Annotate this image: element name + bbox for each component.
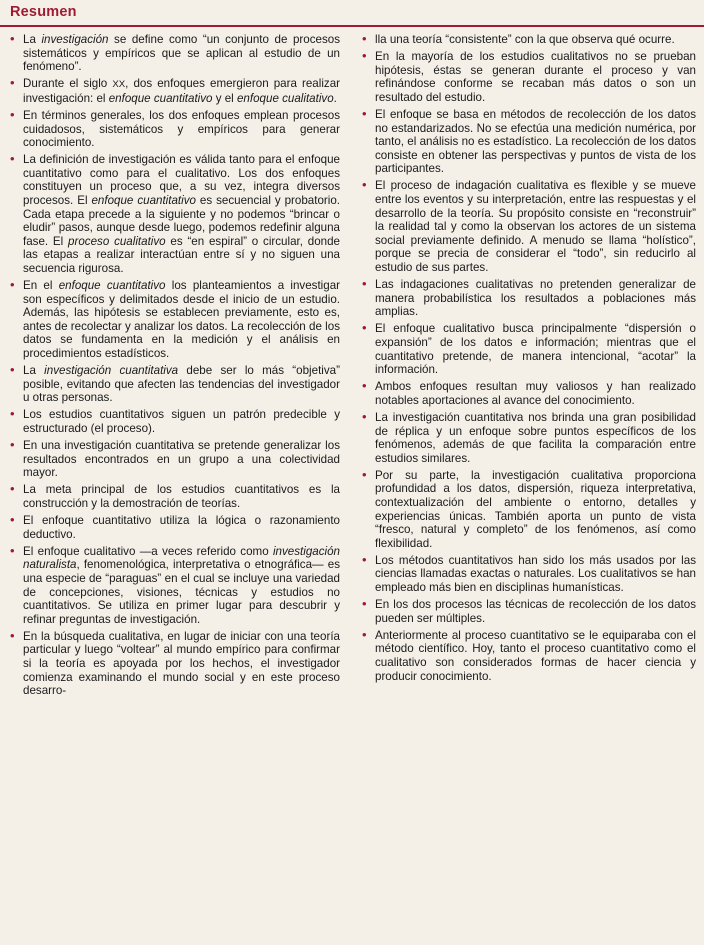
right-column bbox=[352, 33, 696, 701]
summary-bullet: • La definición de investigación es válida tanto para el enfoque cuantitativo como para el cualitativo. Los dos enfoques constituyen un proceso que, a su vez, integra diversos procesos. El enfoque cuantitativo es secuencial y probatorio. Cada etapa precede a la siguiente y no podemos “brincar o eludir” pasos, aunque desde luego, podemos redefinir alguna fase. El proceso cualitativo es “en espiral” o circular, donde las etapas a realizar interactúan entre sí y no siguen una secuencia rigurosa. bbox=[8, 153, 340, 275]
summary-bullet: • Los métodos cuantitativos han sido los más usados por las ciencias llamadas exactas o naturales. Los cualitativos se han empleado más bien en disciplinas humanísticas. bbox=[360, 554, 696, 595]
summary-bullet: • La investigación cuantitativa nos brinda una gran posibilidad de réplica y un enfoque sobre puntos específicos de los fenómenos, además de que facilita la comparación entre estudios similares. bbox=[360, 411, 696, 465]
right-bullet-list bbox=[360, 33, 696, 683]
summary-bullet: • Durante el siglo XX, dos enfoques emergieron para realizar investigación: el enfoque cuantitativo y el enfoque cualitativo. bbox=[8, 77, 340, 105]
summary-bullet: • Los estudios cuantitativos siguen un patrón predecible y estructurado (el proceso). bbox=[8, 408, 340, 435]
summary-bullet: • Anteriormente al proceso cuantitativo se le equiparaba con el método científico. Hoy, tanto el proceso cuantitativo como el cualitativo son considerados formas de hacer ciencia y producir conocimiento. bbox=[360, 629, 696, 683]
summary-bullet: • En el enfoque cuantitativo los planteamientos a investigar son específicos y delimitados desde el inicio de un estudio. Además, las hipótesis se establecen previamente, esto es, antes de recolectar y analizar los datos. La recolección de los datos se fundamenta en la medición y el análisis en procedimientos estadísticos. bbox=[8, 279, 340, 361]
summary-bullet: • El enfoque cualitativo busca principalmente “dispersión o expansión” de los datos e información; mientras que el cuantitativo pretende, de manera intencional, “acotar” la información. bbox=[360, 322, 696, 376]
summary-bullet: • En la mayoría de los estudios cualitativos no se prueban hipótesis, éstas se generan durante el proceso y van refinándose conforme se recaban más datos o son un resultado del estudio. bbox=[360, 50, 696, 104]
summary-bullet: • El enfoque cuantitativo utiliza la lógica o razonamiento deductivo. bbox=[8, 514, 340, 541]
summary-bullet: • lla una teoría “consistente” con la que observa qué ocurre. bbox=[360, 33, 696, 47]
summary-bullet: • Las indagaciones cualitativas no pretenden generalizar de manera probabilística los resultados a poblaciones más amplias. bbox=[360, 278, 696, 319]
summary-bullet: • La investigación cuantitativa debe ser lo más “objetiva” posible, evitando que afecten las tendencias del investigador u otras personas. bbox=[8, 364, 340, 405]
two-column-body bbox=[0, 27, 704, 701]
summary-bullet: • En los dos procesos las técnicas de recolección de los datos pueden ser múltiples. bbox=[360, 598, 696, 625]
summary-bullet: • El enfoque se basa en métodos de recolección de los datos no estandarizados. No se efectúa una medición numérica, por tanto, el análisis no es estadístico. La recolección de los datos consiste en obtener las perspectivas y puntos de vista de los participantes. bbox=[360, 108, 696, 176]
summary-bullet: • Ambos enfoques resultan muy valiosos y han realizado notables aportaciones al avance del conocimiento. bbox=[360, 380, 696, 407]
summary-bullet: • En términos generales, los dos enfoques emplean procesos cuidadosos, sistemáticos y empíricos para generar conocimiento. bbox=[8, 109, 340, 150]
left-column bbox=[8, 33, 352, 701]
section-header bbox=[0, 0, 704, 27]
summary-bullet: • El proceso de indagación cualitativa es flexible y se mueve entre los eventos y su interpretación, entre las respuestas y el desarrollo de la teoría. Su propósito consiste en “reconstruir” la realidad tal y como la observan los actores de un sistema social previamente definido. A menudo se llama “holístico”, porque se precia de considerar el “todo”, sin reducirlo al estudio de sus partes. bbox=[360, 179, 696, 274]
left-bullet-list bbox=[8, 33, 340, 698]
summary-bullet: • La investigación se define como “un conjunto de procesos sistemáticos y empíricos que se aplican al estudio de un fenómeno”. bbox=[8, 33, 340, 74]
summary-bullet: • La meta principal de los estudios cuantitativos es la construcción y la demostración de teorías. bbox=[8, 483, 340, 510]
summary-bullet: • En la búsqueda cualitativa, en lugar de iniciar con una teoría particular y luego “voltear” al mundo empírico para confirmar si la teoría es apoyada por los hechos, el investigador comienza examinando el mundo social y en este proceso desarro- bbox=[8, 630, 340, 698]
page-title: Resumen bbox=[10, 4, 77, 20]
summary-bullet: • Por su parte, la investigación cualitativa proporciona profundidad a los datos, dispersión, riqueza interpretativa, contextualización del ambiente o entorno, detalles y experiencias únicas. También aporta un punto de vista “fresco, natural y completo” de los fenómenos, así como flexibilidad. bbox=[360, 469, 696, 551]
summary-bullet: • El enfoque cualitativo —a veces referido como investigación naturalista, fenomenológica, interpretativa o etnográfica— es una especie de “paraguas” en el cual se incluye una variedad de concepciones, visiones, técnicas y estudios no cuantitativos. Se utiliza en primer lugar para descubrir y refinar preguntas de investigación. bbox=[8, 545, 340, 627]
summary-bullet: • En una investigación cuantitativa se pretende generalizar los resultados encontrados en un grupo a una colectividad mayor. bbox=[8, 439, 340, 480]
